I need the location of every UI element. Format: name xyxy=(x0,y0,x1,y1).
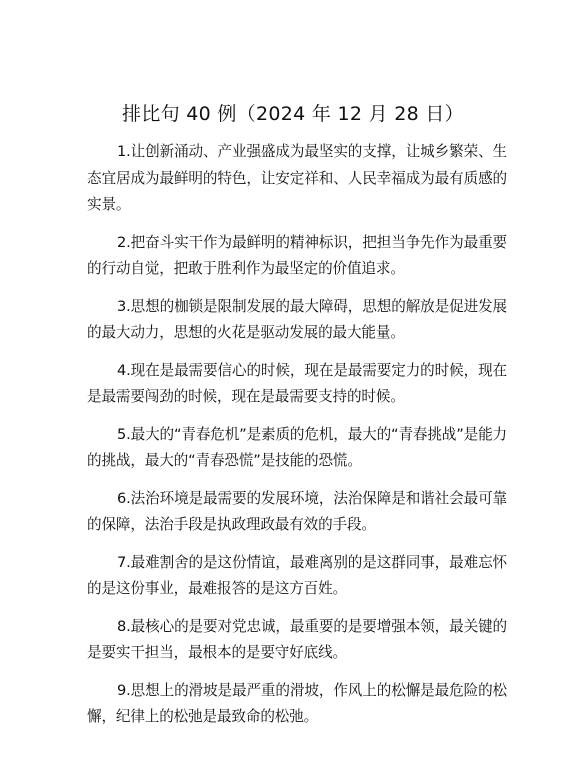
list-item: 2.把奋斗实干作为最鲜明的精神标识，把担当争先作为最重要的行动自觉，把敢于胜利作为最坚定的价值追求。 xyxy=(87,233,507,277)
list-item: 6.法治环境是最需要的发展环境，法治保障是和谐社会最可靠的保障，法治手段是执政理政最有效的手段。 xyxy=(87,489,507,533)
list-item: 5.最大的“青春危机”是素质的危机，最大的“青春挑战”是能力的挑战，最大的“青春恐慌”是技能的恐慌。 xyxy=(87,425,507,469)
document-body xyxy=(87,139,507,742)
list-item: 1.让创新涌动、产业强盛成为最坚实的支撑，让城乡繁荣、生态宜居成为最鲜明的特色，让安定祥和、人民幸福成为最有质感的实景。 xyxy=(87,143,507,213)
document-title: 排比句 40 例（2024 年 12 月 28 日） xyxy=(122,103,464,125)
list-item: 7.最难割舍的是这份情谊，最难离别的是这群同事，最难忘怀的是这份事业，最难报答的是这方百姓。 xyxy=(87,553,507,597)
list-item: 9.思想上的滑坡是最严重的滑坡，作风上的松懈是最危险的松懈，纪律上的松弛是最致命的松弛。 xyxy=(87,681,507,725)
list-item: 3.思想的枷锁是限制发展的最大障碍，思想的解放是促进发展的最大动力，思想的火花是驱动发展的最大能量。 xyxy=(87,297,507,341)
list-item: 4.现在是最需要信心的时候，现在是最需要定力的时候，现在是最需要闯劲的时候，现在是最需要支持的时候。 xyxy=(87,361,507,405)
list-item: 8.最核心的是要对党忠诚，最重要的是要增强本领，最关键的是要实干担当，最根本的是要守好底线。 xyxy=(87,617,507,661)
